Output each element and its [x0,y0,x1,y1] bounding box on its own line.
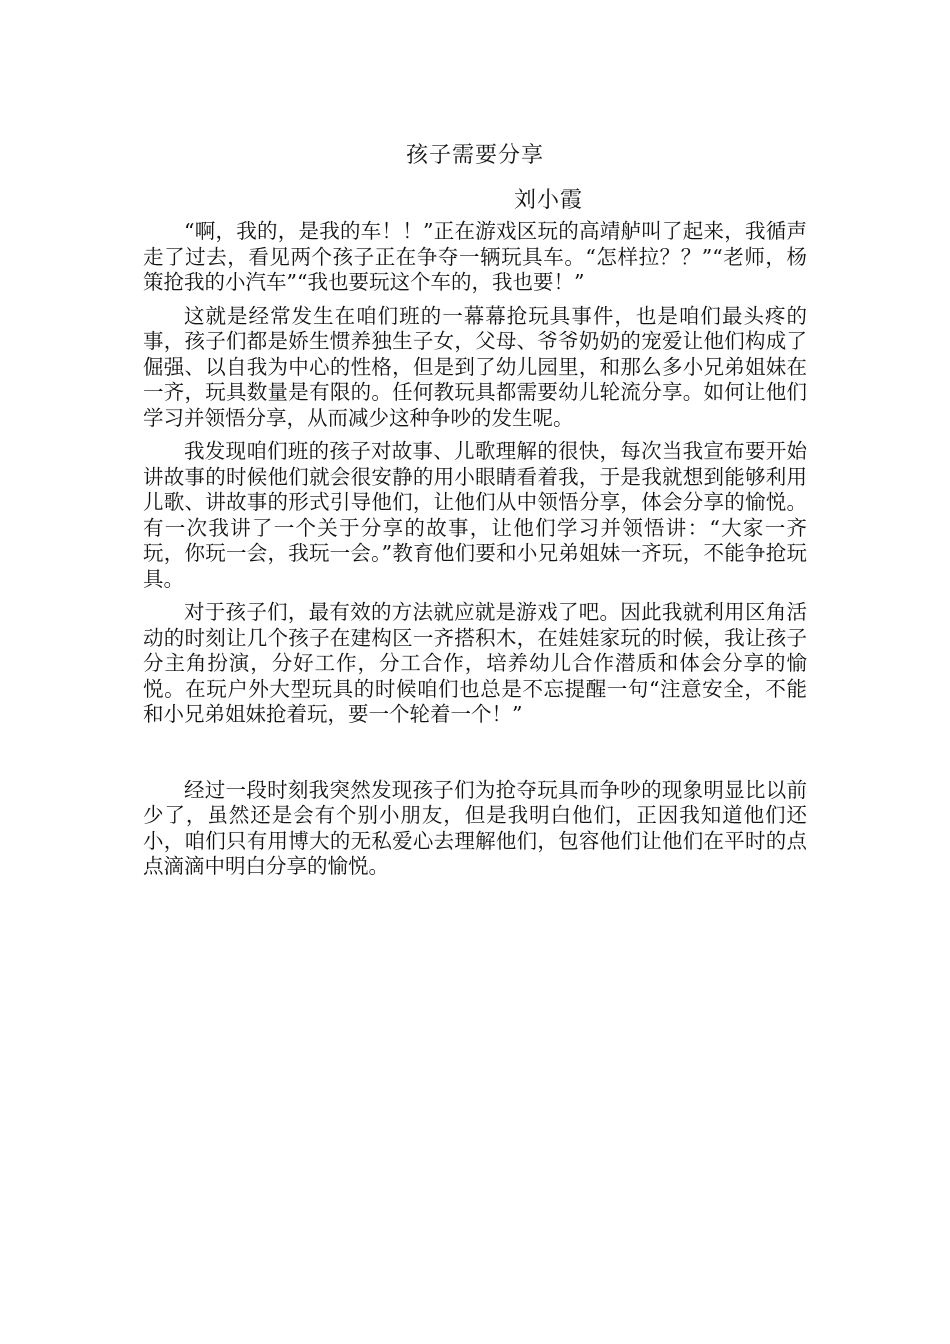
paragraph-2: 这就是经常发生在咱们班的一幕幕抢玩具事件，也是咱们最头疼的事，孩子们都是娇生惯养独生子女，父母、爷爷奶奶的宠爱让他们构成了倔强、以自我为中心的性格，但是到了幼儿园里，和那么多小兄弟姐妹在一齐，玩具数量是有限的。任何教玩具都需要幼儿轮流分享。如何让他们学习并领悟分享，从而减少这种争吵的发生呢。 [143,303,807,430]
document-body [143,219,807,888]
paragraph-4: 对于孩子们，最有效的方法就应就是游戏了吧。因此我就利用区角活动的时刻让几个孩子在建构区一齐搭积木，在娃娃家玩的时候，我让孩子分主角扮演，分好工作，分工合作，培养幼儿合作潜质和体会分享的愉悦。在玩户外大型玩具的时候咱们也总是不忘提醒一句“注意安全，不能和小兄弟姐妹抢着玩，要一个轮着一个！” [143,600,807,726]
paragraph-3: 我发现咱们班的孩子对故事、儿歌理解的很快，每次当我宣布要开始讲故事的时候他们就会很安静的用小眼睛看着我，于是我就想到能够利用儿歌、讲故事的形式引导他们，让他们从中领悟分享，体会分享的愉悦。有一次我讲了一个关于分享的故事，让他们学习并领悟讲：“大家一齐玩，你玩一会，我玩一会。”教育他们要和小兄弟姐妹一齐玩，不能争抢玩具。 [143,439,807,591]
document-author: 刘小霞 [514,188,584,213]
paragraph-5: 经过一段时刻我突然发现孩子们为抢夺玩具而争吵的现象明显比以前少了，虽然还是会有个别小朋友，但是我明白他们，正因我知道他们还小，咱们只有用博大的无私爱心去理解他们，包容他们让他们在平时的点点滴滴中明白分享的愉悦。 [143,777,807,878]
paragraph-1: “啊，我的，是我的车！！”正在游戏区玩的高靖舻叫了起来，我循声走了过去，看见两个孩子正在争夺一辆玩具车。“怎样拉？？”“老师，杨策抢我的小汽车”“我也要玩这个车的，我也要！” [143,219,807,294]
document-title: 孩子需要分享 [405,143,544,168]
